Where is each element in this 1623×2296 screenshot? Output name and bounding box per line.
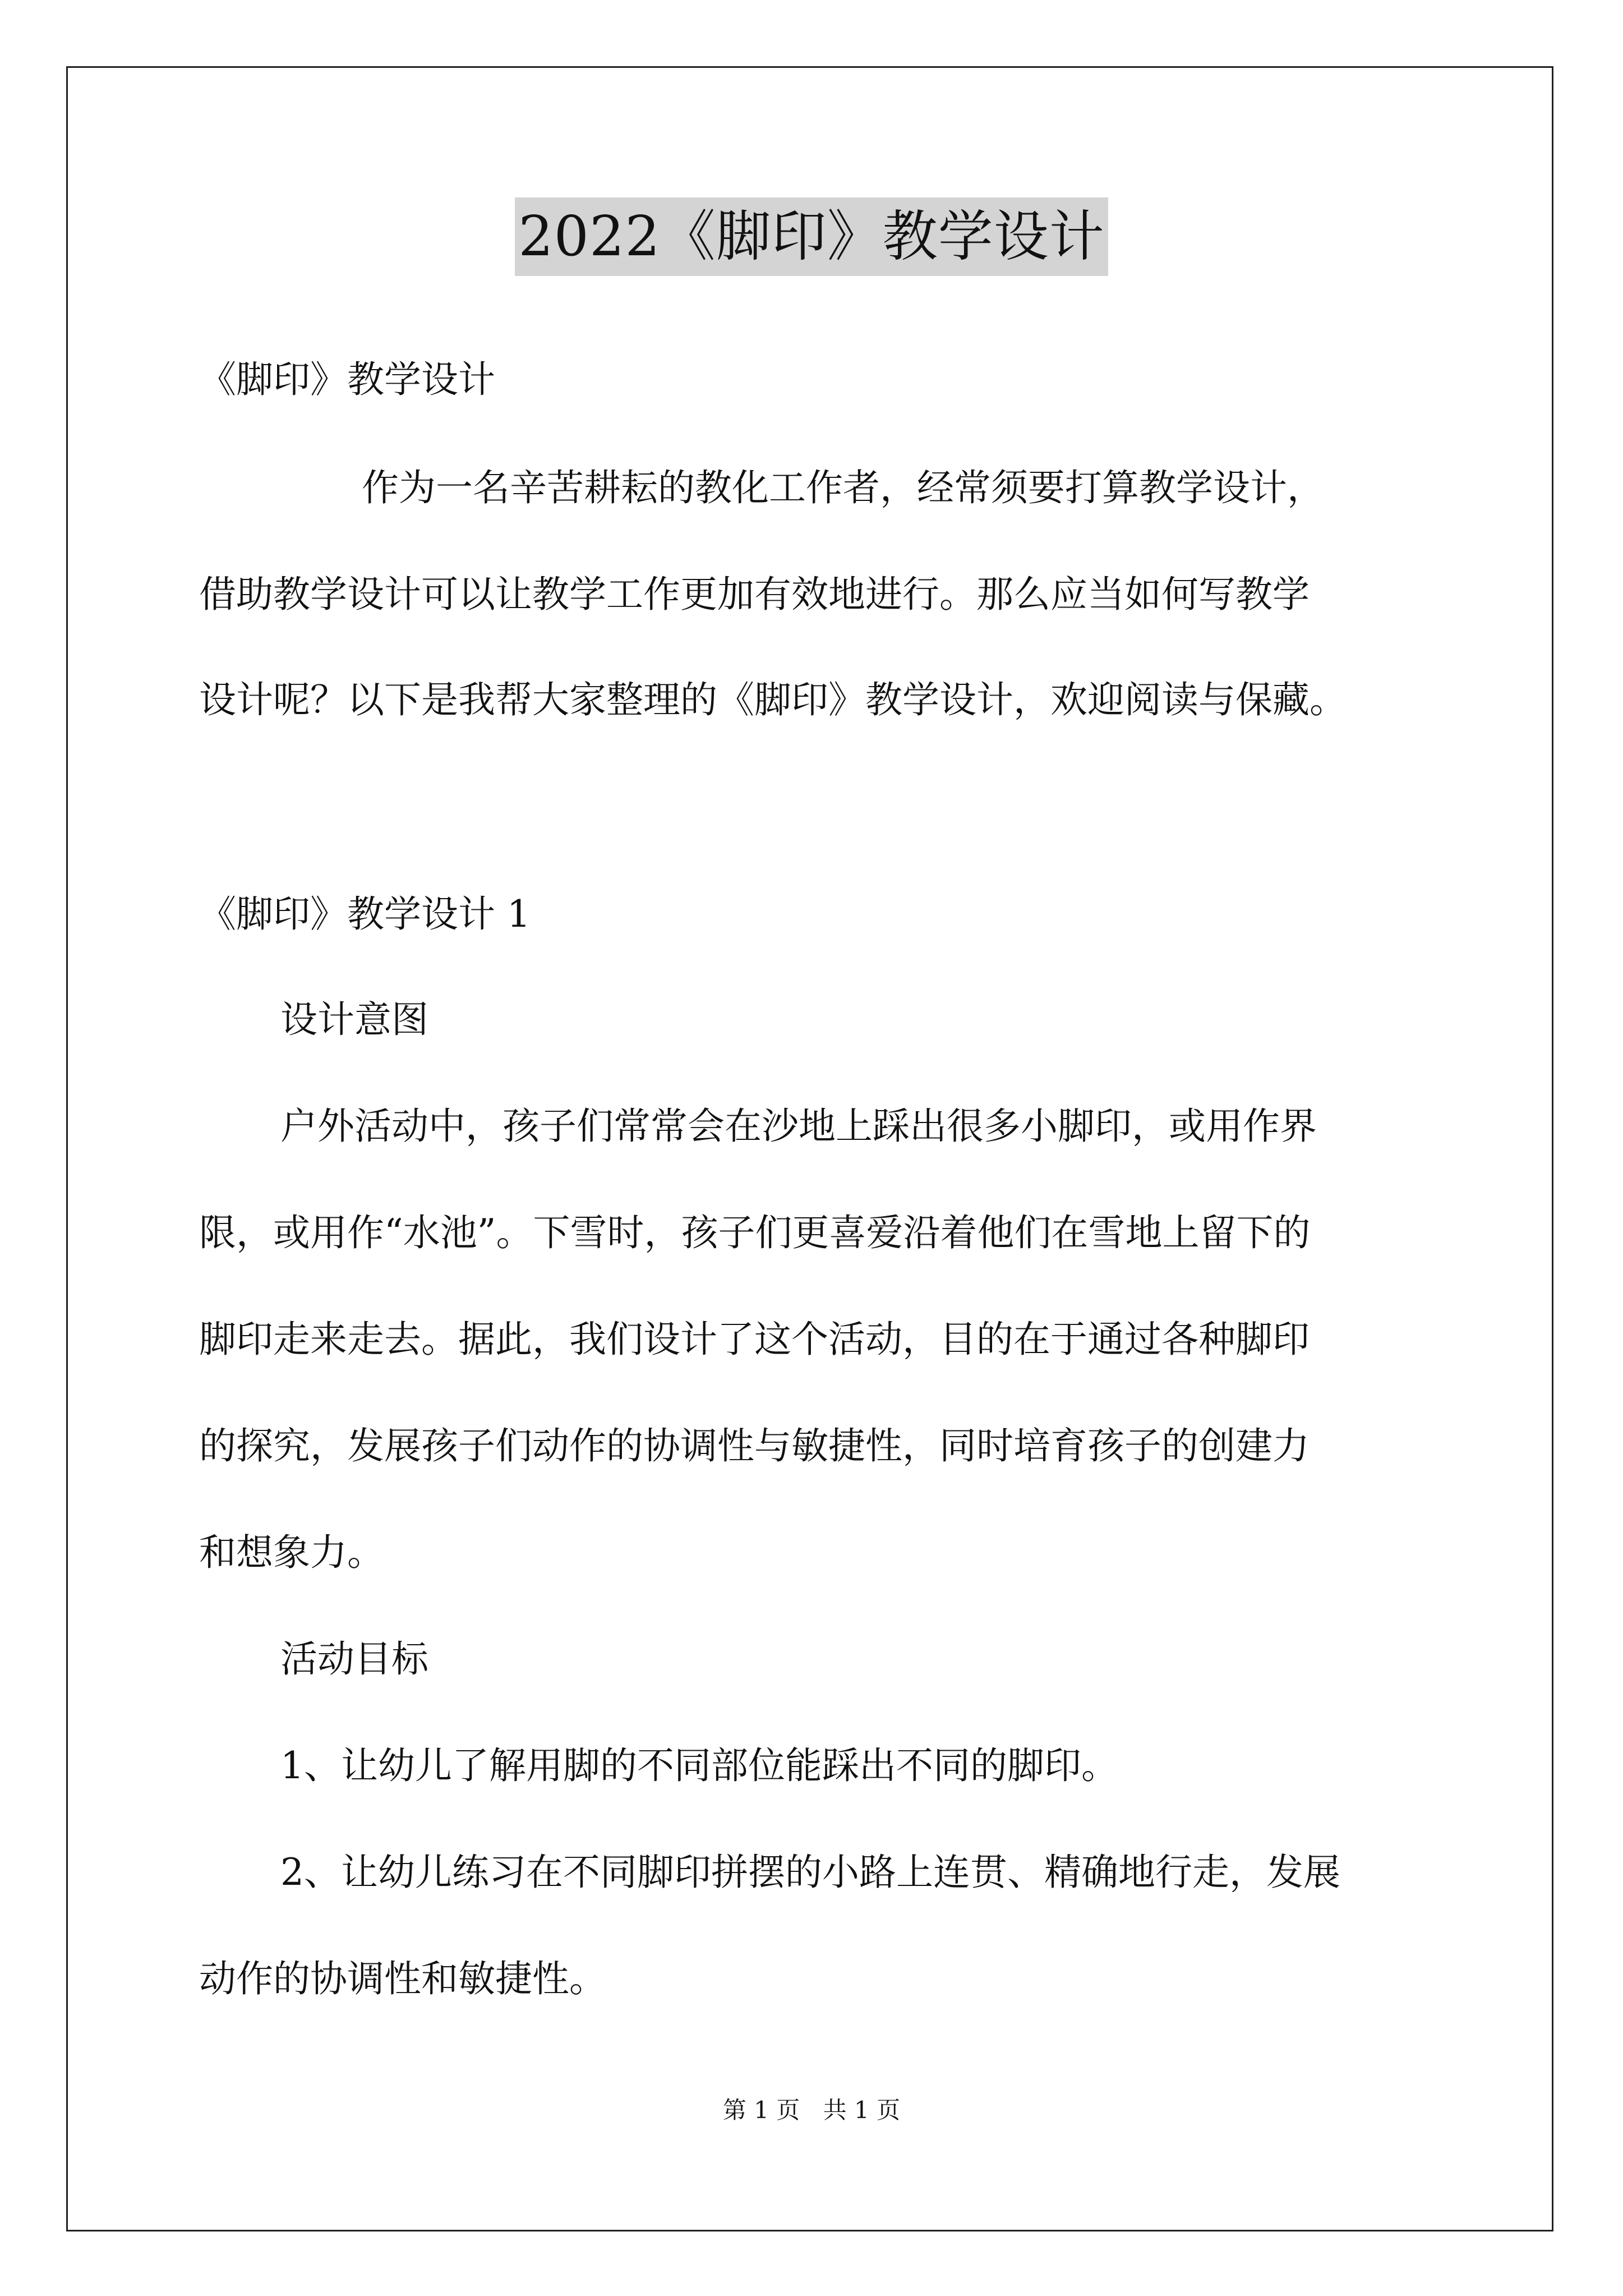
goal-item: 1、让幼儿了解用脚的不同部位能踩出不同的脚印。 (280, 1744, 1118, 1787)
intro-line: 作为一名辛苦耕耘的教化工作者，经常须要打算教学设计， (362, 466, 1324, 509)
design-intent-heading: 设计意图 (280, 998, 428, 1041)
intro-line: 设计呢？以下是我帮大家整理的《脚印》教学设计，欢迎阅读与保藏。 (199, 678, 1347, 721)
page-footer (0, 2093, 1623, 2127)
goals-heading: 活动目标 (280, 1637, 428, 1681)
design-intent-line: 限，或用作“水池”。下雪时，孩子们更喜爱沿着他们在雪地上留下的 (199, 1211, 1311, 1254)
page-number: 第 1 页 (722, 2096, 800, 2124)
intro-line: 借助教学设计可以让教学工作更加有效地进行。那么应当如何写教学 (199, 573, 1310, 616)
subtitle: 《脚印》教学设计 (199, 358, 495, 401)
design-intent-line: 的探究，发展孩子们动作的协调性与敏捷性，同时培育孩子的创建力 (199, 1424, 1310, 1467)
document-title: 2022《脚印》教学设计 (515, 197, 1108, 276)
design-intent-line: 脚印走来走去。据此，我们设计了这个活动，目的在于通过各种脚印 (199, 1318, 1310, 1361)
section-heading: 《脚印》教学设计 1 (199, 892, 531, 936)
goal-item: 2、让幼儿练习在不同脚印拼摆的小路上连贯、精确地行走，发展 (280, 1851, 1340, 1894)
title-container (0, 197, 1623, 276)
goal-item-continuation: 动作的协调性和敏捷性。 (199, 1957, 606, 2000)
design-intent-line: 和想象力。 (199, 1531, 384, 1574)
page-total: 共 1 页 (823, 2096, 901, 2124)
design-intent-line: 户外活动中，孩子们常常会在沙地上踩出很多小脚印，或用作界 (280, 1105, 1317, 1148)
